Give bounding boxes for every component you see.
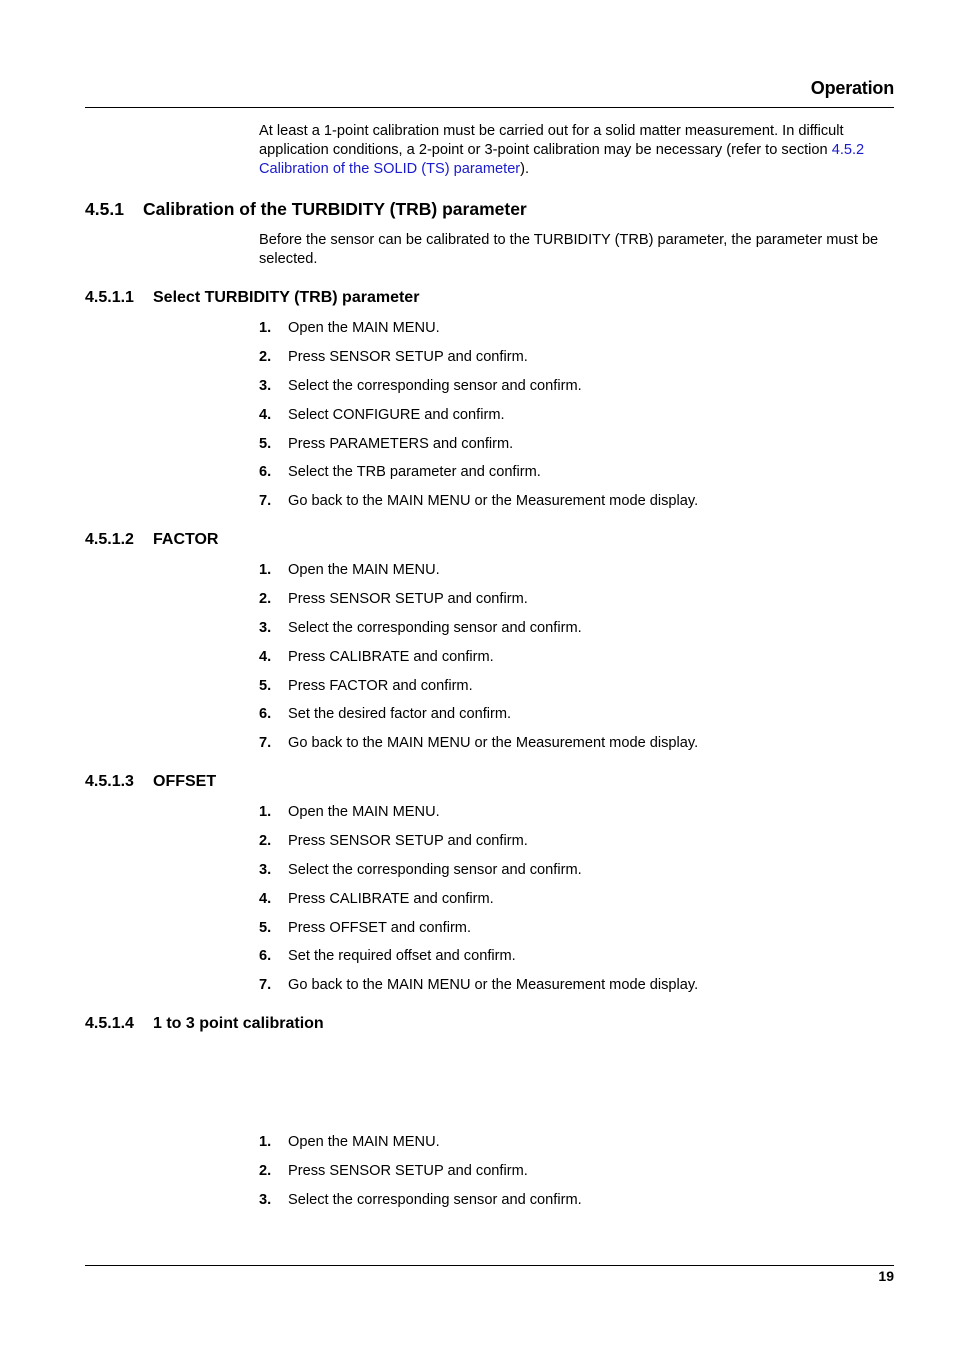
list-item [259, 590, 698, 619]
step-text: Select the corresponding sensor and confirm. [288, 377, 582, 394]
list-item [259, 377, 698, 406]
step-number: 7. [259, 977, 272, 994]
running-header-title: Operation [810, 78, 894, 98]
list-item [259, 619, 698, 648]
step-text: Go back to the MAIN MENU or the Measurement mode display. [288, 977, 699, 994]
step-number: 2. [259, 348, 272, 365]
list-item [259, 803, 698, 832]
step-text: Press OFFSET and confirm. [288, 919, 472, 936]
step-number: 6. [259, 464, 272, 481]
list-item [259, 319, 698, 348]
step-number: 2. [259, 590, 272, 607]
list-item [259, 734, 698, 763]
list-item [259, 406, 698, 435]
step-text: Select CONFIGURE and confirm. [288, 406, 505, 423]
step-text: Press SENSOR SETUP and confirm. [288, 348, 528, 365]
step-text: Go back to the MAIN MENU or the Measurement mode display. [288, 735, 699, 752]
list-item [259, 677, 698, 706]
subsection-title: FACTOR [153, 531, 219, 548]
subsection-number: 4.5.1.4 [85, 1015, 134, 1032]
section-link[interactable]: 4.5.2 Calibration of the SOLID (TS) parameter [259, 142, 865, 177]
list-item [259, 705, 698, 734]
step-text: Open the MAIN MENU. [288, 320, 440, 336]
step-text: Select the TRB parameter and confirm. [288, 464, 541, 481]
step-text: Set the desired factor and confirm. [288, 706, 512, 723]
step-text: Press SENSOR SETUP and confirm. [288, 832, 528, 849]
subsection-heading-4-5-1-1 [85, 289, 419, 307]
step-text: Press CALIBRATE and confirm. [288, 648, 494, 665]
subsection-heading-4-5-1-4 [85, 1015, 324, 1033]
list-item [259, 890, 698, 919]
step-text: Select the corresponding sensor and confirm. [288, 619, 582, 636]
step-number: 3. [259, 861, 272, 878]
step-text: Press FACTOR and confirm. [288, 677, 473, 694]
subsection-number: 4.5.1.1 [85, 289, 134, 306]
list-item [259, 348, 698, 377]
step-number: 6. [259, 706, 272, 723]
list-item [259, 976, 698, 1005]
list-item [259, 1191, 582, 1220]
subsection-number: 4.5.1.3 [85, 773, 134, 790]
section-number: 4.5.1 [85, 199, 124, 219]
intro-text: At least a 1-point calibration must be carried out for a solid matter measurement. In difficult application conditions, a 2-point or 3-point calibration may be necessary (refer to section [259, 123, 844, 158]
step-text: Press SENSOR SETUP and confirm. [288, 1162, 528, 1179]
list-item [259, 435, 698, 464]
step-number: 3. [259, 377, 272, 394]
step-number: 7. [259, 735, 272, 752]
step-number: 1. [259, 804, 272, 820]
section-heading-4-5-1 [85, 199, 527, 220]
step-text: Press SENSOR SETUP and confirm. [288, 590, 528, 607]
step-number: 5. [259, 677, 272, 694]
steps-list-4-5-1-2 [259, 561, 698, 763]
step-text: Press PARAMETERS and confirm. [288, 435, 514, 452]
list-item [259, 492, 698, 521]
steps-list-4-5-1-4 [259, 1133, 582, 1220]
step-text: Open the MAIN MENU. [288, 562, 440, 578]
step-number: 4. [259, 648, 272, 665]
step-text: Open the MAIN MENU. [288, 1134, 440, 1150]
step-number: 5. [259, 919, 272, 936]
step-text: Select the corresponding sensor and confirm. [288, 861, 582, 878]
page-number: 19 [878, 1268, 894, 1284]
step-number: 1. [259, 320, 272, 336]
step-text: Select the corresponding sensor and confirm. [288, 1191, 582, 1208]
step-number: 1. [259, 1134, 272, 1150]
intro-text-end: ). [520, 161, 530, 177]
steps-list-4-5-1-1 [259, 319, 698, 521]
section-body: Before the sensor can be calibrated to the TURBIDITY (TRB) parameter, the parameter must be selected. [259, 232, 879, 267]
list-item [259, 947, 698, 976]
header-rule [85, 107, 894, 108]
step-text: Press CALIBRATE and confirm. [288, 890, 494, 907]
step-number: 3. [259, 619, 272, 636]
subsection-title: 1 to 3 point calibration [153, 1015, 324, 1032]
list-item [259, 919, 698, 948]
step-number: 4. [259, 890, 272, 907]
list-item [259, 1133, 582, 1162]
subsection-title: OFFSET [153, 773, 217, 790]
step-number: 4. [259, 406, 272, 423]
step-text: Open the MAIN MENU. [288, 804, 440, 820]
footer-rule [85, 1265, 894, 1266]
steps-list-4-5-1-3 [259, 803, 698, 1005]
subsection-number: 4.5.1.2 [85, 531, 134, 548]
list-item [259, 561, 698, 590]
step-number: 2. [259, 1162, 272, 1179]
step-number: 3. [259, 1191, 272, 1208]
step-number: 7. [259, 493, 272, 510]
intro-paragraph [259, 122, 889, 179]
step-text: Go back to the MAIN MENU or the Measurement mode display. [288, 493, 699, 510]
subsection-heading-4-5-1-2 [85, 531, 218, 549]
step-number: 2. [259, 832, 272, 849]
section-title: Calibration of the TURBIDITY (TRB) parameter [143, 199, 527, 219]
step-text: Set the required offset and confirm. [288, 948, 516, 965]
list-item [259, 648, 698, 677]
subsection-title: Select TURBIDITY (TRB) parameter [153, 289, 420, 306]
step-number: 5. [259, 435, 272, 452]
list-item [259, 832, 698, 861]
list-item [259, 463, 698, 492]
list-item [259, 861, 698, 890]
subsection-heading-4-5-1-3 [85, 773, 216, 791]
list-item [259, 1162, 582, 1191]
step-number: 1. [259, 562, 272, 578]
step-number: 6. [259, 948, 272, 965]
